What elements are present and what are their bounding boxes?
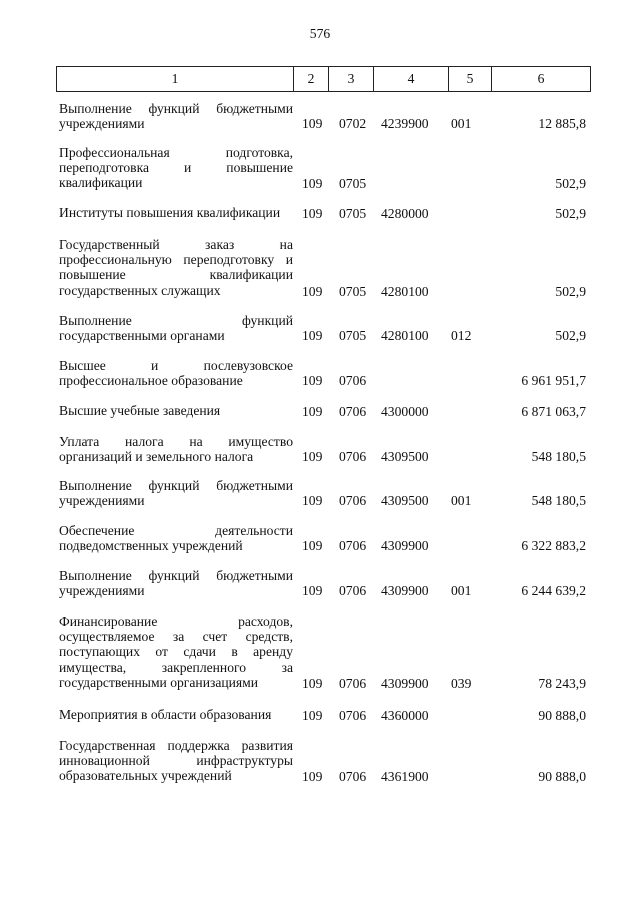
table-header: [56, 66, 591, 92]
row-description: Выполнение функций бюджетными учреждениями: [59, 478, 293, 509]
header-col-1: 1: [57, 67, 294, 92]
row-code-3: 0706: [339, 707, 367, 723]
row-description: Профессиональная подготовка, переподготовка и повышение квалификации: [59, 145, 293, 191]
row-code-2: 109: [302, 768, 323, 784]
row-code-5: 001: [451, 115, 472, 131]
table-row: [56, 614, 586, 691]
table-row: [56, 101, 586, 131]
row-amount: 502,9: [555, 327, 586, 343]
row-code-4: 4239900: [381, 115, 429, 131]
row-code-4: 4361900: [381, 768, 429, 784]
row-description: Мероприятия в области образования: [59, 707, 272, 722]
row-description: Государственный заказ на профессиональную переподготовку и повышение квалификации государственных служащих: [59, 237, 293, 298]
page-number: 576: [309, 26, 331, 41]
table-row: [56, 237, 586, 299]
row-code-3: 0706: [339, 448, 367, 464]
row-code-4: 4309500: [381, 492, 429, 508]
row-amount: 502,9: [555, 283, 586, 299]
row-code-2: 109: [302, 175, 323, 191]
row-code-3: 0705: [339, 283, 367, 299]
table-row: [56, 205, 586, 221]
row-code-4: 4300000: [381, 403, 429, 419]
row-code-2: 109: [302, 372, 323, 388]
row-code-5: 001: [451, 492, 472, 508]
row-code-2: 109: [302, 675, 323, 691]
row-amount: 90 888,0: [538, 707, 586, 723]
row-code-3: 0702: [339, 115, 367, 131]
row-description: Высшие учебные заведения: [59, 403, 221, 418]
row-description: Выполнение функций бюджетными учреждениями: [59, 568, 293, 599]
row-code-2: 109: [302, 283, 323, 299]
row-amount: 78 243,9: [538, 675, 586, 691]
row-code-4: 4280100: [381, 327, 429, 343]
table-row: [56, 145, 586, 191]
table-row: [56, 523, 586, 553]
table-row: [56, 707, 586, 723]
row-description: Обеспечение деятельности подведомственных учреждений: [59, 523, 293, 554]
table-row: [56, 403, 586, 419]
row-code-4: 4309900: [381, 582, 429, 598]
row-code-2: 109: [302, 492, 323, 508]
row-code-3: 0706: [339, 403, 367, 419]
row-code-4: 4280000: [381, 205, 429, 221]
header-col-6: 6: [492, 67, 591, 92]
row-description: Уплата налога на имущество организаций и земельного налога: [59, 434, 293, 465]
row-amount: 12 885,8: [538, 115, 586, 131]
table-row: [56, 358, 586, 388]
row-code-3: 0705: [339, 327, 367, 343]
row-code-2: 109: [302, 537, 323, 553]
row-code-2: 109: [302, 582, 323, 598]
table-row: [56, 478, 586, 508]
row-description: Государственная поддержка развития инновационной инфраструктуры образовательных учреждений: [59, 738, 293, 784]
row-code-3: 0706: [339, 582, 367, 598]
row-code-2: 109: [302, 707, 323, 723]
header-col-4: 4: [374, 67, 449, 92]
row-description: Выполнение функций бюджетными учреждениями: [59, 101, 293, 132]
row-amount: 6 322 883,2: [521, 537, 586, 553]
header-col-2: 2: [294, 67, 329, 92]
row-code-3: 0706: [339, 537, 367, 553]
row-code-3: 0705: [339, 175, 367, 191]
row-code-4: 4309500: [381, 448, 429, 464]
row-amount: 6 244 639,2: [521, 582, 586, 598]
header-col-3: 3: [329, 67, 374, 92]
table-row: [56, 313, 586, 343]
row-code-2: 109: [302, 115, 323, 131]
row-amount: 502,9: [555, 205, 586, 221]
row-amount: 6 871 063,7: [521, 403, 586, 419]
row-code-4: 4309900: [381, 675, 429, 691]
row-code-5: 012: [451, 327, 472, 343]
row-description: Финансирование расходов, осуществляемое за счет средств, поступающих от сдачи в аренду имущества, закрепленного за государственными организациями: [59, 614, 293, 690]
row-amount: 90 888,0: [538, 768, 586, 784]
row-code-5: 039: [451, 675, 472, 691]
header-col-5: 5: [449, 67, 492, 92]
table-row: [56, 434, 586, 464]
row-code-3: 0706: [339, 492, 367, 508]
row-description: Институты повышения квалификации: [59, 205, 281, 220]
row-code-3: 0706: [339, 675, 367, 691]
row-code-3: 0706: [339, 372, 367, 388]
row-amount: 548 180,5: [531, 448, 586, 464]
row-code-4: 4360000: [381, 707, 429, 723]
row-description: Высшее и послевузовское профессиональное образование: [59, 358, 293, 389]
row-code-3: 0706: [339, 768, 367, 784]
row-amount: 6 961 951,7: [521, 372, 586, 388]
row-code-4: 4280100: [381, 283, 429, 299]
row-amount: 502,9: [555, 175, 586, 191]
row-amount: 548 180,5: [531, 492, 586, 508]
table-row: [56, 568, 586, 598]
row-code-2: 109: [302, 327, 323, 343]
row-description: Выполнение функций государственными органами: [59, 313, 293, 344]
row-code-3: 0705: [339, 205, 367, 221]
table-row: [56, 738, 586, 784]
row-code-2: 109: [302, 205, 323, 221]
row-code-5: 001: [451, 582, 472, 598]
row-code-2: 109: [302, 403, 323, 419]
row-code-4: 4309900: [381, 537, 429, 553]
row-code-2: 109: [302, 448, 323, 464]
